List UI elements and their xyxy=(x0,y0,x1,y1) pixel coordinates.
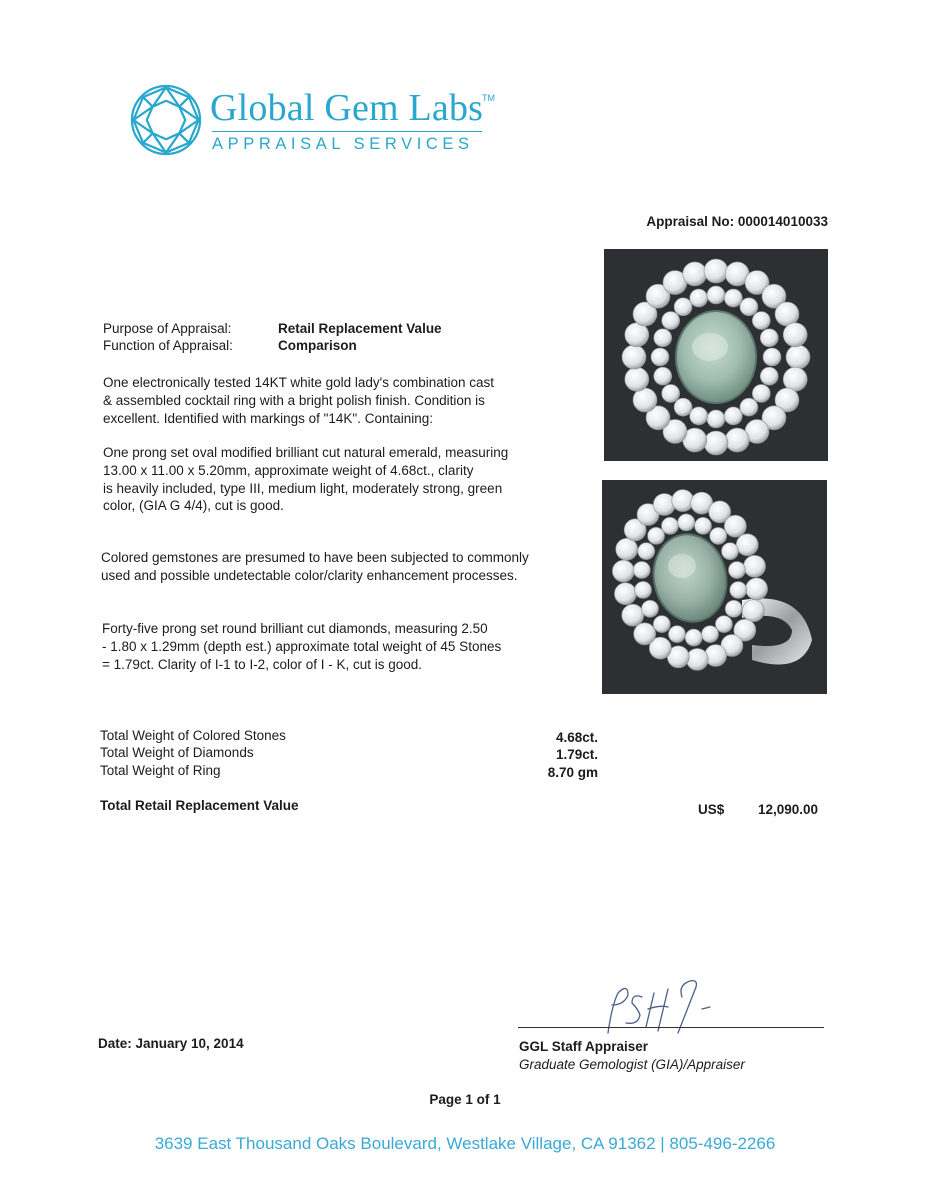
halo-diamond xyxy=(633,388,657,412)
halo-diamond xyxy=(678,514,695,531)
appraiser-title: Graduate Gemologist (GIA)/Appraiser xyxy=(519,1057,745,1072)
halo-diamond xyxy=(633,561,650,578)
halo-diamond xyxy=(690,407,708,425)
halo-diamond xyxy=(614,583,636,605)
ring-photo-angled xyxy=(602,480,827,694)
halo-diamond xyxy=(728,562,745,579)
brand-divider xyxy=(212,131,482,132)
purpose-value: Retail Replacement Value xyxy=(278,321,442,336)
total-diamonds-label: Total Weight of Diamonds xyxy=(100,745,254,760)
halo-diamond xyxy=(616,538,638,560)
halo-diamond xyxy=(612,560,634,582)
brand-subtitle: APPRAISAL SERVICES xyxy=(212,135,474,153)
appraisal-number: Appraisal No: 000014010033 xyxy=(646,214,828,229)
halo-diamond xyxy=(715,616,732,633)
halo-diamond xyxy=(783,323,807,347)
halo-diamond xyxy=(642,600,659,617)
halo-diamond xyxy=(634,623,656,645)
halo-diamond xyxy=(710,527,727,544)
halo-diamond xyxy=(783,367,807,391)
halo-diamond xyxy=(674,398,692,416)
halo-diamond xyxy=(661,517,678,534)
halo-diamond xyxy=(725,428,749,452)
halo-diamond xyxy=(686,648,708,670)
halo-diamond xyxy=(740,298,758,316)
halo-diamond xyxy=(674,298,692,316)
halo-diamond xyxy=(705,645,727,667)
halo-diamond xyxy=(695,517,712,534)
halo-diamond xyxy=(752,384,770,402)
page-number: Page 1 of 1 xyxy=(429,1092,501,1107)
halo-diamond xyxy=(702,626,719,643)
halo-diamond xyxy=(653,493,675,515)
appraisal-date: Date: January 10, 2014 xyxy=(98,1036,244,1051)
halo-diamond xyxy=(672,490,694,512)
halo-diamond xyxy=(744,555,766,577)
halo-diamond xyxy=(704,259,728,283)
halo-diamond xyxy=(625,367,649,391)
halo-diamond xyxy=(683,262,707,286)
halo-diamond xyxy=(635,581,652,598)
diamonds-description: Forty-five prong set round brilliant cut diamonds, measuring 2.50 - 1.80 x 1.29mm (depth est.) approximate total weight of 45 Stones = 1.79ct. Clarity of I-1 to I-2, color of I - K, cut is good. xyxy=(102,621,502,672)
halo-diamond xyxy=(654,329,672,347)
halo-diamond xyxy=(707,410,725,428)
total-ring-value: 8.70 gm xyxy=(547,765,598,780)
enhancement-notice: Colored gemstones are presumed to have been subjected to commonly used and possible undetectable color/clarity enhancement processes. xyxy=(101,550,529,583)
total-retail-value: 12,090.00 xyxy=(758,802,819,817)
footer-address: 3639 East Thousand Oaks Boulevard, Westlake Village, CA 91362 | 805-496-2266 xyxy=(154,1134,776,1153)
total-retail-label: Total Retail Replacement Value xyxy=(100,798,299,813)
total-retail-currency: US$ xyxy=(698,802,725,817)
appraiser-name: GGL Staff Appraiser xyxy=(519,1039,649,1054)
purpose-label: Purpose of Appraisal: xyxy=(103,321,232,336)
halo-diamond xyxy=(736,534,758,556)
trademark-mark: TM xyxy=(482,93,495,103)
ring-description: One electronically tested 14KT white gold lady's combination cast & assembled cocktail ring with a bright polish finish. Condition is excellent. Identified with markings of "14K". Containing: xyxy=(103,375,495,426)
halo-diamond xyxy=(707,286,725,304)
brand-name: Global Gem Labs xyxy=(210,87,484,129)
halo-diamond xyxy=(662,384,680,402)
halo-diamond xyxy=(622,604,644,626)
halo-diamond xyxy=(724,515,746,537)
halo-diamond xyxy=(622,345,646,369)
halo-diamond xyxy=(746,578,768,600)
emerald-description: One prong set oval modified brilliant cut natural emerald, measuring 13.00 x 11.00 x 5.20mm, approximate weight of 4.68ct., clarity is heavily included, type III, medium light, moderately strong, green color, (GIA G 4/4), cut is good. xyxy=(103,445,509,514)
halo-diamond xyxy=(725,600,742,617)
halo-diamond xyxy=(625,323,649,347)
halo-diamond xyxy=(668,626,685,643)
total-colored-stones-value: 4.68ct. xyxy=(555,730,598,745)
halo-diamond xyxy=(775,302,799,326)
halo-diamond xyxy=(786,345,810,369)
halo-diamond xyxy=(654,367,672,385)
halo-diamond xyxy=(760,367,778,385)
halo-diamond xyxy=(721,543,738,560)
halo-diamond xyxy=(662,312,680,330)
halo-diamond xyxy=(704,431,728,455)
diamond-outline-icon xyxy=(129,83,203,157)
halo-diamond xyxy=(690,289,708,307)
ring-photo-top xyxy=(604,249,828,461)
halo-diamond xyxy=(763,348,781,366)
total-ring-label: Total Weight of Ring xyxy=(100,763,221,778)
total-colored-stones-label: Total Weight of Colored Stones xyxy=(100,728,286,743)
halo-diamond xyxy=(685,629,702,646)
halo-diamond xyxy=(638,543,655,560)
halo-diamond xyxy=(724,289,742,307)
function-value: Comparison xyxy=(278,338,357,353)
halo-diamond xyxy=(730,582,747,599)
halo-diamond xyxy=(724,407,742,425)
halo-diamond xyxy=(653,616,670,633)
halo-diamond xyxy=(740,398,758,416)
function-label: Function of Appraisal: xyxy=(103,338,233,353)
halo-diamond xyxy=(648,527,665,544)
halo-diamond xyxy=(742,600,764,622)
halo-diamond xyxy=(760,329,778,347)
halo-diamond xyxy=(651,348,669,366)
total-diamonds-value: 1.79ct. xyxy=(555,747,598,762)
signature-line xyxy=(518,1027,824,1028)
halo-diamond xyxy=(752,312,770,330)
